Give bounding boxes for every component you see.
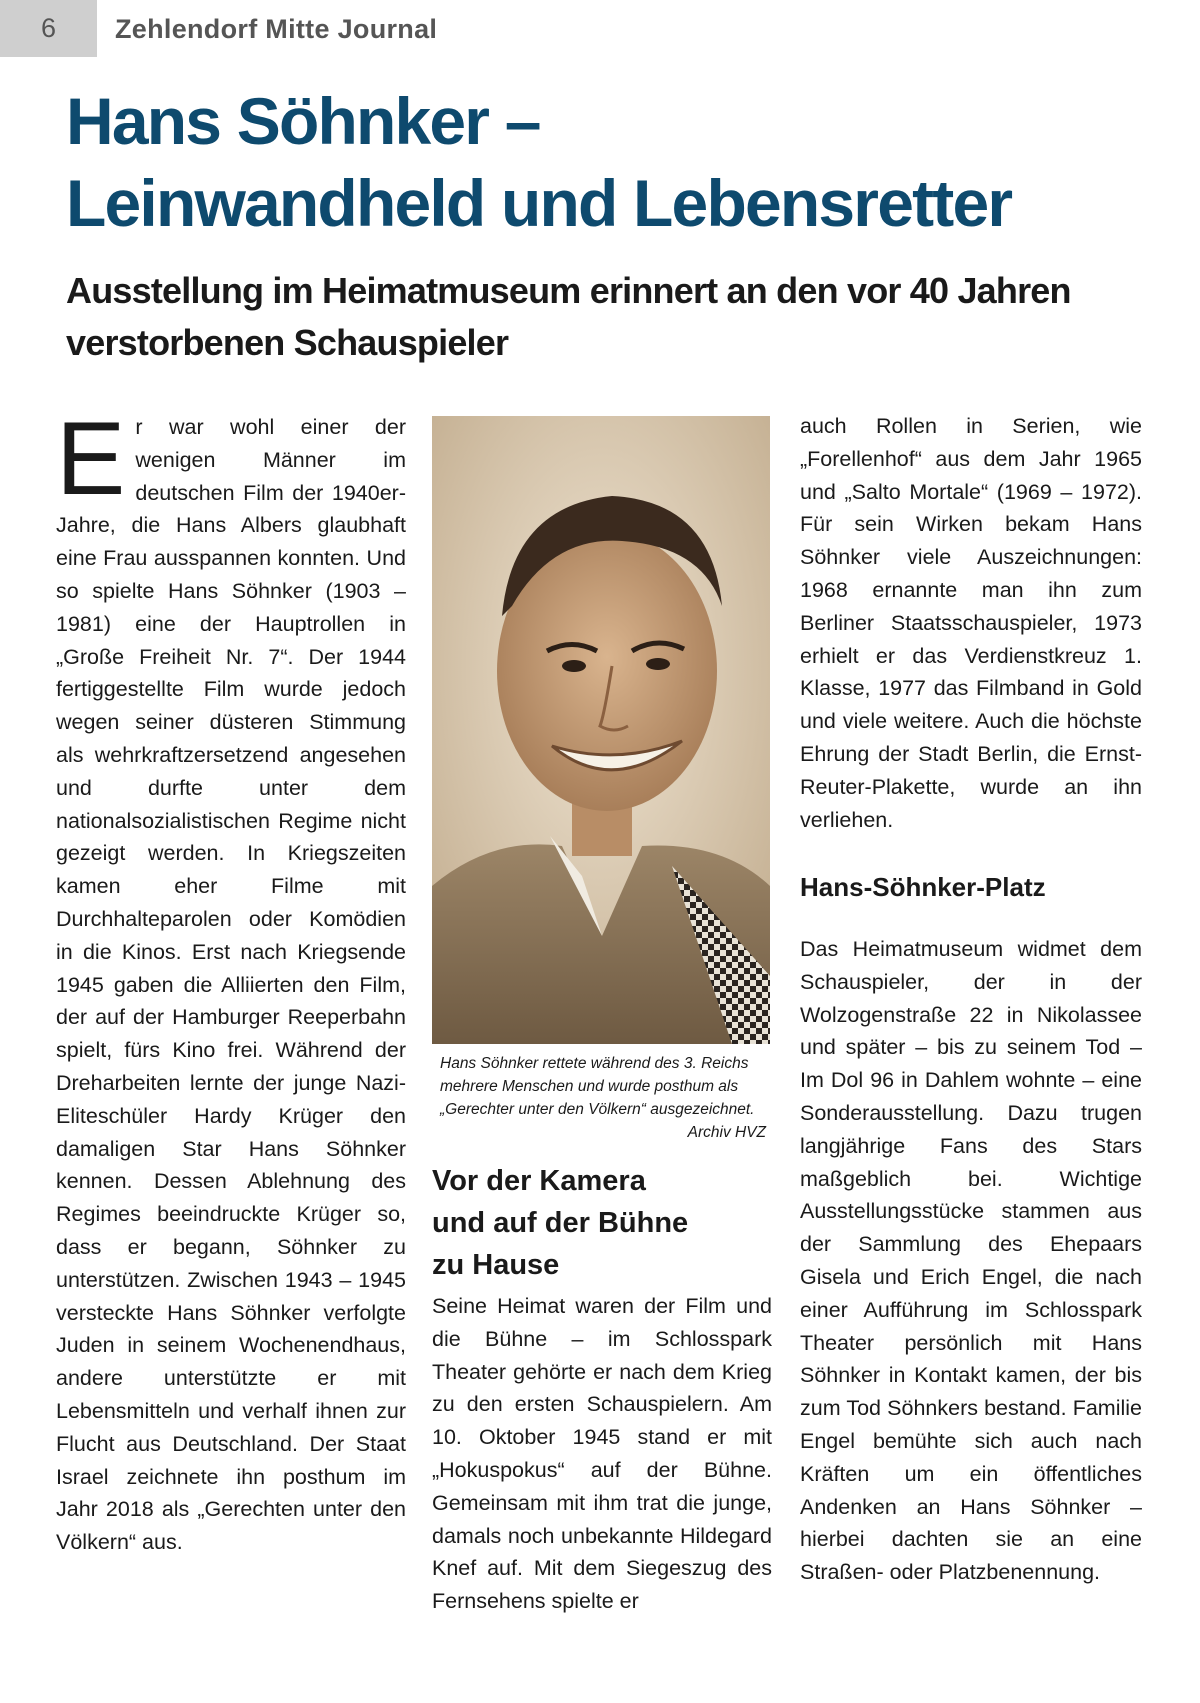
section-heading-stage-line-1: Vor der Kamera <box>432 1165 646 1197</box>
article-column-2 <box>432 1290 772 1618</box>
column-3-text: auch Rollen in Serien, wie „Forellenhof“ aus dem Jahr 1965 und „Salto Mortale“ (1969 – 1972). Für sein Wirken bekam Hans Söhnker viele Auszeichnungen: 1968 ernannte man ihn zum Berliner Staatsschauspieler, 1973 erhielt er das Verdienstkreuz 1. Klasse, 1977 das Filmband in Gold und viele weitere. Auch die höchste Ehrung der Stadt Berlin, die Ernst-Reuter-Plakette, wurde an ihn verliehen. <box>800 414 1142 832</box>
portrait-photo <box>432 416 770 1044</box>
page-header <box>0 0 1200 60</box>
photo-credit: Archiv HVZ <box>687 1124 766 1141</box>
section-heading-stage <box>432 1160 772 1286</box>
column-3b-text: Das Heimatmuseum widmet dem Schauspieler, der in der Wolzogenstraße 22 in Nikolassee und später – bis zu seinem Tod – Im Dol 96 in Dahlem wohnte – eine Sonderausstellung. Dazu trugen langjährige Fans des Stars maßgeblich bei. Wichtige Ausstellungsstücke stammen aus der Sammlung des Ehepaars Gisela und Erich Engel, die nach einer Aufführung im Schlosspark Theater persönlich mit Hans Söhnker in Kontakt kamen, der bis zum Tod Söhnkers bestand. Familie Engel bemühte sich auch nach Kräften um ein öffentliches Andenken an Hans Söhnker – hierbei dachten sie an eine Straßen- oder Platzbenennung. <box>800 937 1142 1585</box>
portrait-illustration <box>432 416 770 1044</box>
caption-text: Hans Söhnker rettete während des 3. Reichs mehrere Menschen und wurde posthum als „Gerechter unter den Völkern“ ausgezeichnet. <box>440 1055 755 1118</box>
photo-caption <box>440 1052 766 1144</box>
article-column-3-continued <box>800 933 1142 1589</box>
headline-line-1: Hans Söhnker – <box>66 84 540 158</box>
column-1-text: r war wohl einer der wenigen Männer im deutschen Film der 1940er-Jahre, die Hans Albers glaubhaft eine Frau ausspannen konnten. Und so spielte Hans Söhnker (1903 – 1981) eine der Hauptrollen in „Große Freiheit Nr. 7“. Der 1944 fertiggestellte Film wurde jedoch wegen seiner düsteren Stimmung als wehrkraftzersetzend angesehen und durfte unter dem nationalsozialistischen Regime nicht gezeigt werden. In Kriegszeiten kamen eher Filme mit Durchhalteparolen oder Komödien in die Kinos. Erst nach Kriegsende 1945 gaben die Alliierten den Film, der auf der Hamburger Reeperbahn spielt, fürs Kino frei. Während der Dreharbeiten lernte der junge Nazi-Eliteschüler Hardy Krüger den damaligen Star Hans Söhnker kennen. Dessen Ablehnung des Regimes beeindruckte Krüger so, dass er begann, Söhnker zu unterstützen. Zwischen 1943 – 1945 versteckte Hans Söhnker verfolgte Juden in seinem Wochenendhaus, andere unterstützte er mit Lebensmitteln und verhalf ihnen zur Flucht aus Deutschland. Der Staat Israel zeichnete ihn posthum im Jahr 2018 als „Gerechten unter den Völkern“ aus. <box>56 415 406 1555</box>
subheadline-line-1: Ausstellung im Heimatmuseum erinnert an den vor 40 Jahren <box>66 270 1071 311</box>
section-heading-stage-line-2: und auf der Bühne <box>432 1207 689 1239</box>
article-column-3 <box>800 410 1142 836</box>
article-column-1 <box>56 401 406 1559</box>
column-2-text: Seine Heimat waren der Film und die Bühne – im Schlosspark Theater gehörte er nach dem Krieg zu den ersten Schauspielern. Am 10. Oktober 1945 stand er mit „Hokuspokus“ auf der Bühne. Gemeinsam mit ihm trat die junge, damals noch unbekannte Hildegard Knef auf. Mit dem Siegeszug des Fernsehens spielte er <box>432 1294 772 1614</box>
subheadline-line-2: verstorbenen Schauspieler <box>66 322 509 363</box>
drop-cap: E <box>56 401 126 517</box>
article-subheadline <box>66 265 1146 369</box>
article-headline <box>66 80 1146 244</box>
section-heading-stage-line-3: zu Hause <box>432 1249 560 1281</box>
headline-line-2: Leinwandheld und Lebensretter <box>66 166 1012 240</box>
section-heading-square: Hans-Söhnker-Platz <box>800 872 1046 902</box>
journal-name: Zehlendorf Mitte Journal <box>115 14 438 44</box>
page-number: 6 <box>0 0 97 57</box>
